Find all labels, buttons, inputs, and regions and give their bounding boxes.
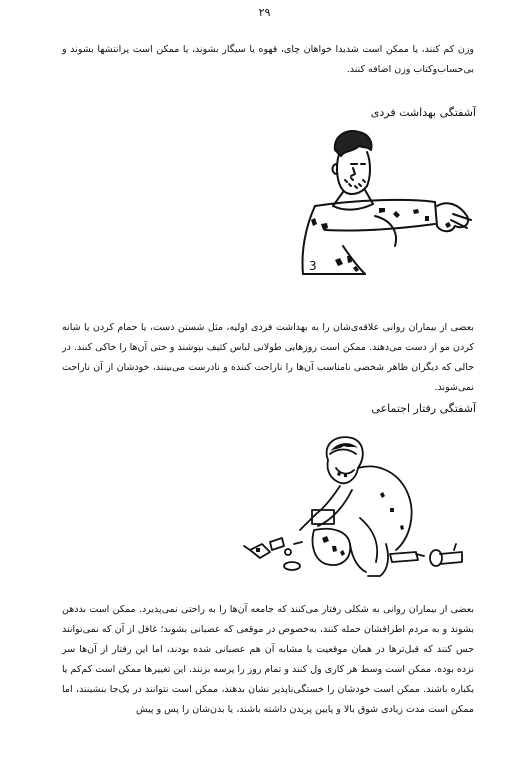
hygiene-illustration — [295, 128, 475, 280]
intro-paragraph: وزن کم کنند، یا ممکن است شدیدا خواهان چای، قهوه یا سیگار بشوند، یا ممکن است پرانتشها بشوند و بی‌حساب‌وکتاب وزن اضافه کنند. — [62, 44, 474, 75]
social-illustration — [240, 434, 466, 584]
svg-text:3: 3 — [309, 259, 317, 273]
social-heading: آشفتگی رفتار اجتماعی — [371, 402, 476, 415]
hygiene-heading: آشفتگی بهداشت فردی — [370, 106, 476, 119]
social-body: بعضی از بیماران روانی به شکلی رفتار می‌کنند که جامعه آن‌ها را به راحتی نمی‌پذیرد. ممکن است بددهن بشوند و به مردم اطرافشان حمله کنند، به‌خصوص در موقعی که عصبانی بشوند؛ غافل از آن که نمی‌توانند حس کنند که قبل‌تر‌ها در همان موقعیت یا مشابه آن هم عصبانی شده بودند، اما این رفتار از آن‌ها سر نزده بوده. ممکن است وسط هر کاری ول کنند و تمام روز را پرسه بزنند. این تغییرها ممکن است کم‌کم یا یکباره باشند. ممکن است خودشان را خستگی‌ناپذیر نشان بدهند، ممکن است نتوانند در یک‌جا بنشینند، اما ممکن است مدت زیادی شوق بالا و پایین پریدن داشته باشند، یا بدن‌شان را پس و پیش — [62, 604, 474, 715]
hygiene-body: بعضی از بیماران روانی علاقه‌ی‌شان را به بهداشت فردی اولیه، مثل شستن دست، یا حمام کردن یا شانه کردن مو از دست می‌دهند. ممکن است روزهایی طولانی لباس کثیف بپوشند و حتی آن‌ها را خاکی کنند. در حالی که دیگران ظاهر شخصی نامناسب آن‌ها را ناراحت کننده و نادرست می‌بینند، خودشان از آن ناراحت نمی‌شوند. — [62, 322, 474, 393]
page-number: ۲۹ — [258, 6, 271, 19]
